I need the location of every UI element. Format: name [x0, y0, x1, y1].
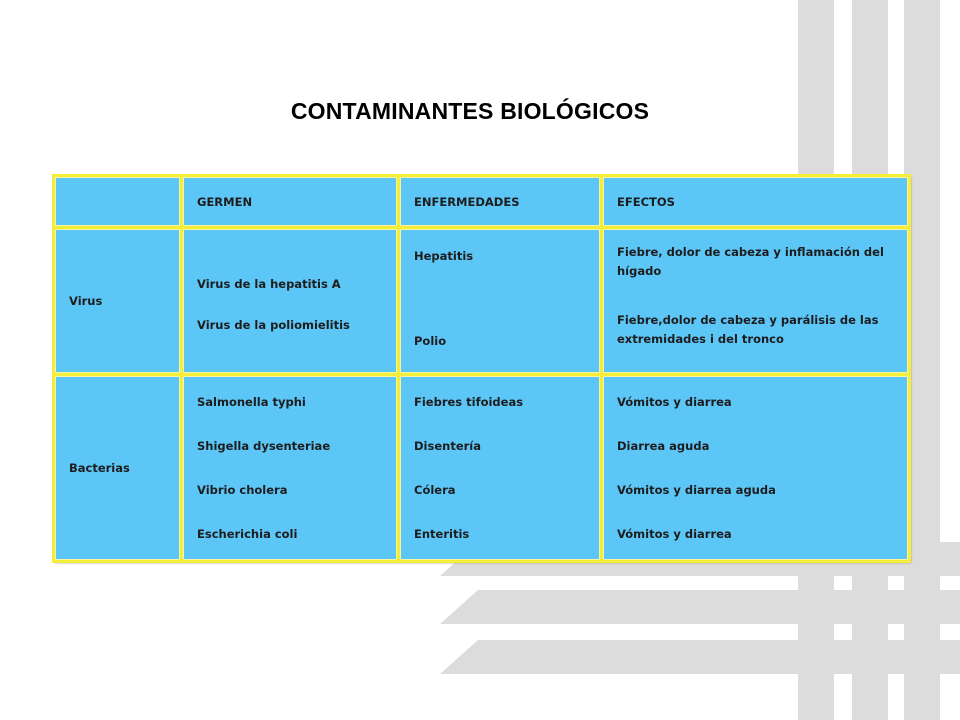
enfermedad-item: Fiebres tifoideas [414, 394, 524, 409]
enfermedad-item: Hepatitis [414, 249, 474, 263]
germen-item: Virus de la poliomielitis [197, 318, 350, 332]
enfermedad-item: Polio [414, 334, 447, 348]
table-grid [52, 174, 911, 563]
decor-stripe-horizontal [440, 590, 960, 624]
table-row-bacterias [54, 375, 910, 562]
efectos-cell [602, 228, 910, 375]
germen-cell [182, 375, 399, 562]
contaminants-table [52, 174, 908, 560]
enfermedad-item: Cólera [414, 482, 456, 497]
efecto-item: Vómitos y diarrea [617, 394, 732, 409]
header-cell-empty [54, 176, 182, 228]
enfermedad-item: Enteritis [414, 526, 470, 541]
efectos-cell [602, 375, 910, 562]
efecto-item: Vómitos y diarrea [617, 526, 732, 541]
header-cell-efectos: EFECTOS [602, 176, 910, 228]
germen-item: Salmonella typhi [197, 394, 306, 409]
germen-item: Shigella dysenteriae [197, 438, 331, 453]
germen-item: Escherichia coli [197, 526, 298, 541]
table-header-row [54, 176, 910, 228]
table-row-virus [54, 228, 910, 375]
header-cell-germen: GERMEN [182, 176, 399, 228]
decor-stripe-horizontal [440, 640, 960, 674]
enfermedad-item: Disentería [414, 438, 481, 453]
category-cell: Bacterias [54, 375, 182, 562]
germen-item: Vibrio cholera [197, 482, 288, 497]
header-cell-enfermedades: ENFERMEDADES [399, 176, 602, 228]
efecto-item: Diarrea aguda [617, 438, 710, 453]
enfermedades-cell [399, 228, 602, 375]
germen-item: Virus de la hepatitis A [197, 277, 341, 291]
efecto-item: Vómitos y diarrea aguda [617, 482, 776, 497]
efecto-item: Fiebre, dolor de cabeza y inflamación del hígado [617, 245, 884, 278]
germen-cell [182, 228, 399, 375]
efecto-item: Fiebre,dolor de cabeza y parálisis de las extremidades i del tronco [617, 313, 879, 346]
page-title: CONTAMINANTES BIOLÓGICOS [290, 98, 650, 124]
category-cell: Virus [54, 228, 182, 375]
enfermedades-cell [399, 375, 602, 562]
